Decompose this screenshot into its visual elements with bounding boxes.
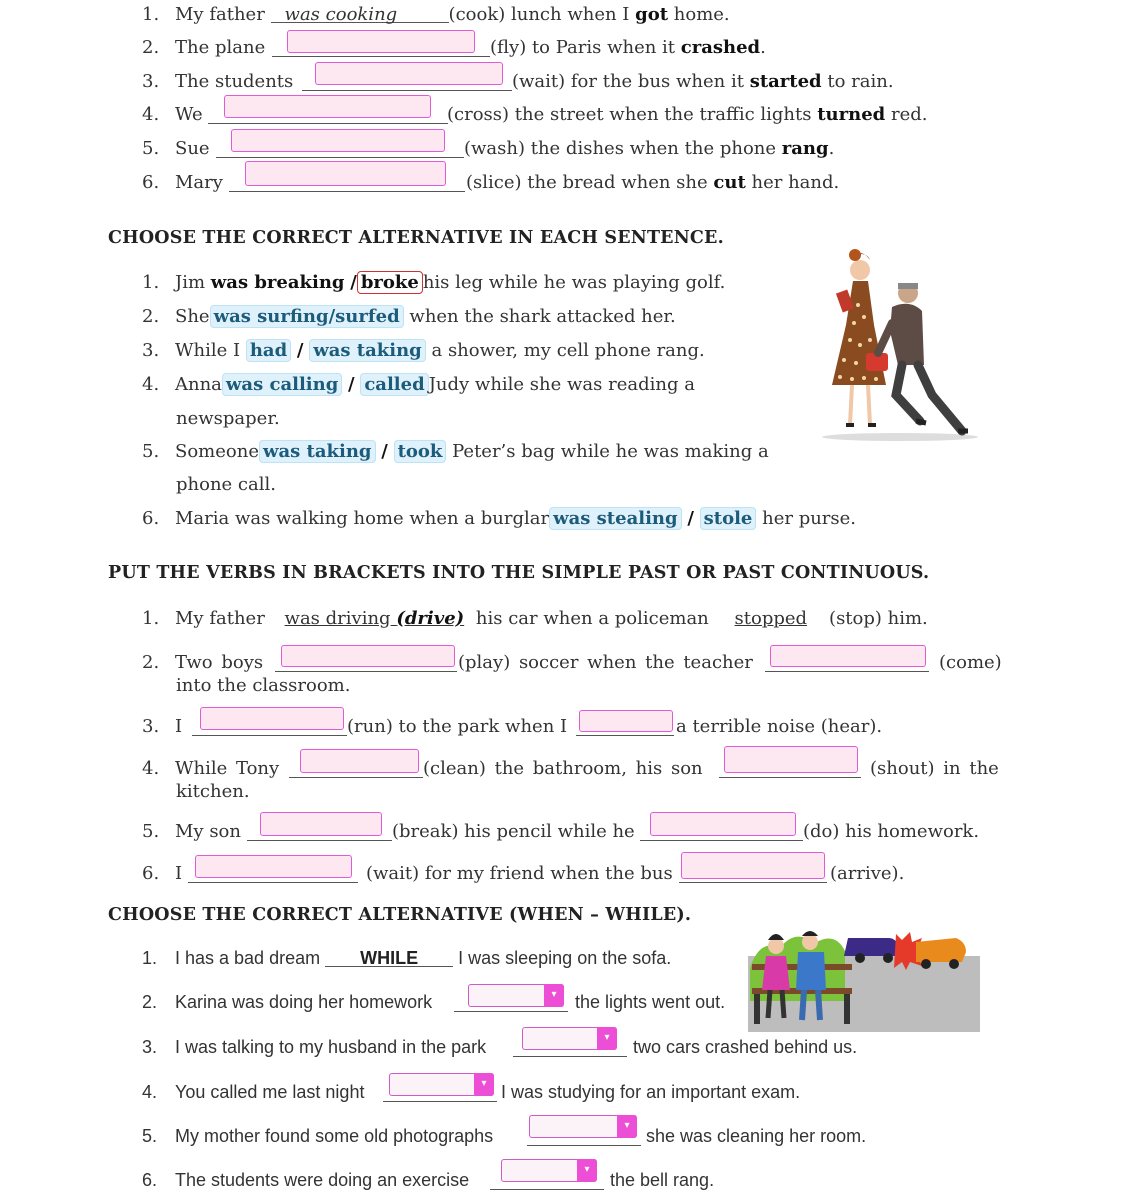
s4-item5-prefix: My mother found some old photographs <box>175 1126 494 1146</box>
s3-item4-cont: kitchen. <box>176 781 250 802</box>
s2-item6: Maria was walking home when a burglar was stealing / stole her purse. <box>175 508 857 529</box>
item-number: 1. <box>142 948 158 968</box>
answer-underline <box>765 671 929 672</box>
answer-input-s1-5[interactable] <box>231 129 445 152</box>
s3-item3-prefix: I <box>175 716 183 737</box>
answer-underline <box>216 157 464 158</box>
item-number: 2. <box>142 992 158 1012</box>
answer-input-s3-2b[interactable] <box>770 645 926 667</box>
answer-underline <box>490 1189 604 1190</box>
s4-item4-rest: I was studying for an important exam. <box>501 1082 801 1102</box>
when-while-dropdown-4[interactable] <box>389 1073 494 1096</box>
answer-input-s3-3a[interactable] <box>200 707 344 730</box>
option-1[interactable]: was breaking <box>210 272 345 293</box>
answer-input-s1-6[interactable] <box>245 161 446 186</box>
answer-input-s1-2[interactable] <box>287 30 475 53</box>
s3-item2-end: (come) <box>939 652 1002 673</box>
chevron-down-icon: ▾ <box>617 1115 637 1138</box>
answer-input-s3-6a[interactable] <box>195 855 352 878</box>
answer-underline <box>229 191 465 192</box>
item-number: 3. <box>142 71 160 92</box>
s1-item5-prefix: Sue <box>175 138 210 159</box>
s4-item4-prefix: You called me last night <box>175 1082 365 1102</box>
item-number: 6. <box>142 1170 158 1190</box>
s1-item4-prefix: We <box>175 104 203 125</box>
item-number: 2. <box>142 306 160 327</box>
answer-underline <box>272 56 490 57</box>
option-2[interactable]: was taking <box>309 339 426 362</box>
s3-item2-mid: (play) soccer when the teacher <box>458 652 753 673</box>
s3-item2-cont: into the classroom. <box>176 675 351 696</box>
s4-item6-prefix: The students were doing an exercise <box>175 1170 470 1190</box>
when-while-dropdown-2[interactable] <box>468 984 564 1007</box>
item-number: 4. <box>142 374 160 395</box>
option-1[interactable]: was stealing <box>549 507 681 530</box>
s1-item6-prefix: Mary <box>175 172 223 193</box>
answer-underline <box>188 882 358 883</box>
s1-item1: My father was cooking (cook) lunch when I got home. <box>175 4 730 25</box>
answer-underline <box>513 1056 627 1057</box>
option-chip[interactable]: was surfing/surfed <box>210 305 404 328</box>
s4-item2-prefix: Karina was doing her homework <box>175 992 433 1012</box>
item-number: 2. <box>142 37 160 58</box>
filled-answer: was cooking <box>271 4 449 23</box>
item-number: 4. <box>142 104 160 125</box>
purse-snatching-illustration <box>820 245 985 445</box>
s1-item6-rest: (slice) the bread when she cut her hand. <box>466 172 840 193</box>
answer-underline <box>289 777 423 778</box>
s3-item6-prefix: I <box>175 863 183 884</box>
s2-item4: Anna was calling / called Judy while she was reading a <box>175 374 695 395</box>
chevron-down-icon: ▾ <box>474 1073 494 1096</box>
s4-item6-rest: the bell rang. <box>610 1170 715 1190</box>
option-1[interactable]: had <box>246 339 291 362</box>
answer-underline <box>192 735 347 736</box>
s3-item1: My father was driving (drive) his car when a policeman stopped (stop) him. <box>175 608 928 629</box>
answer-underline <box>640 840 803 841</box>
s3-item2-prefix: Two boys <box>175 652 264 673</box>
item-number: 4. <box>142 1082 158 1102</box>
item-number: 5. <box>142 441 160 462</box>
chevron-down-icon: ▾ <box>577 1159 597 1182</box>
s1-item2-rest: (fly) to Paris when it crashed. <box>490 37 766 58</box>
section2-heading: CHOOSE THE CORRECT ALTERNATIVE IN EACH SENTENCE. <box>108 228 724 248</box>
item-number: 5. <box>142 821 160 842</box>
option-2[interactable]: stole <box>700 507 757 530</box>
answer-input-s3-2a[interactable] <box>281 645 455 667</box>
answer-underline <box>527 1145 641 1146</box>
s2-item2: She was surfing/surfed when the shark attacked her. <box>175 306 676 327</box>
when-while-dropdown-3[interactable] <box>522 1027 617 1050</box>
when-while-dropdown-6[interactable] <box>501 1159 597 1182</box>
answer-underline <box>679 882 827 883</box>
item-number: 3. <box>142 716 160 737</box>
answer-input-s1-3[interactable] <box>315 62 503 85</box>
park-car-crash-illustration <box>748 928 980 1032</box>
item-number: 3. <box>142 1037 158 1057</box>
filled-answer: WHILE <box>325 947 453 967</box>
s3-item5-mid: (break) his pencil while he <box>392 821 635 842</box>
answer-underline <box>719 777 861 778</box>
section3-heading: PUT THE VERBS IN BRACKETS INTO THE SIMPLE PAST OR PAST CONTINUOUS. <box>108 563 930 583</box>
item-number: 5. <box>142 1126 158 1146</box>
s1-item3-prefix: The students <box>175 71 294 92</box>
item-number: 3. <box>142 340 160 361</box>
item-number: 6. <box>142 508 160 529</box>
s3-item6-mid: (wait) for my friend when the bus <box>366 863 673 884</box>
answer-input-s3-5a[interactable] <box>260 812 382 836</box>
item-number: 1. <box>142 608 160 629</box>
option-2[interactable]: called <box>360 373 428 396</box>
s3-item3-mid: (run) to the park when I <box>347 716 568 737</box>
s3-item3-end: a terrible noise (hear). <box>676 716 883 737</box>
s2-item3: While I had / was taking a shower, my cell phone rang. <box>175 340 705 361</box>
s4-item3-rest: two cars crashed behind us. <box>633 1037 858 1057</box>
item-number: 4. <box>142 758 160 779</box>
chevron-down-icon: ▾ <box>597 1027 617 1050</box>
answer-underline <box>576 735 674 736</box>
s4-item3-prefix: I was talking to my husband in the park <box>175 1037 487 1057</box>
option-1[interactable]: was taking <box>259 440 376 463</box>
s3-item4-end: (shout) in the <box>870 758 999 779</box>
item-number: 2. <box>142 652 160 673</box>
item-number: 6. <box>142 863 160 884</box>
when-while-dropdown-5[interactable] <box>529 1115 637 1138</box>
s1-item5-rest: (wash) the dishes when the phone rang. <box>464 138 835 159</box>
answer-underline <box>383 1101 497 1102</box>
option-2-selected[interactable]: broke <box>357 271 423 294</box>
filled-answer: stopped <box>734 608 808 629</box>
answer-input-s3-6b[interactable] <box>681 852 825 879</box>
item-number: 6. <box>142 172 160 193</box>
filled-answer: was driving <box>284 608 391 629</box>
s4-item1: I has a bad dream WHILE I was sleeping on the sofa. <box>175 948 672 968</box>
s3-item4-prefix: While Tony <box>175 758 280 779</box>
answer-underline <box>247 840 392 841</box>
answer-input-s3-4b[interactable] <box>724 746 858 773</box>
option-1[interactable]: was calling <box>222 373 342 396</box>
option-2[interactable]: took <box>394 440 447 463</box>
answer-input-s3-4a[interactable] <box>300 749 419 773</box>
answer-underline <box>302 90 512 91</box>
answer-underline <box>208 123 448 124</box>
s4-item2-rest: the lights went out. <box>575 992 726 1012</box>
s2-item4-cont: newspaper. <box>176 408 280 429</box>
item-number: 1. <box>142 4 160 25</box>
s2-item5: Someone was taking / took Peter’s bag while he was making a <box>175 441 769 462</box>
s3-item6-end: (arrive). <box>830 863 905 884</box>
chevron-down-icon: ▾ <box>544 984 564 1007</box>
s3-item5-prefix: My son <box>175 821 241 842</box>
s3-item4-mid: (clean) the bathroom, his son <box>423 758 703 779</box>
s4-item5-rest: she was cleaning her room. <box>646 1126 867 1146</box>
answer-underline <box>454 1011 568 1012</box>
answer-input-s3-3b[interactable] <box>579 710 673 732</box>
item-number: 1. <box>142 272 160 293</box>
s1-item4-rest: (cross) the street when the traffic lights turned red. <box>447 104 928 125</box>
s1-item3-rest: (wait) for the bus when it started to rain. <box>512 71 894 92</box>
s2-item1: Jim was breaking / broke his leg while he was playing golf. <box>175 272 726 293</box>
item-number: 5. <box>142 138 160 159</box>
s3-item5-end: (do) his homework. <box>803 821 980 842</box>
section4-heading: CHOOSE THE CORRECT ALTERNATIVE (WHEN – WHILE). <box>108 905 692 925</box>
answer-input-s1-4[interactable] <box>224 95 431 118</box>
answer-underline <box>275 671 457 672</box>
answer-input-s3-5b[interactable] <box>650 812 796 836</box>
s1-item2-prefix: The plane <box>175 37 266 58</box>
s2-item5-cont: phone call. <box>176 474 276 495</box>
